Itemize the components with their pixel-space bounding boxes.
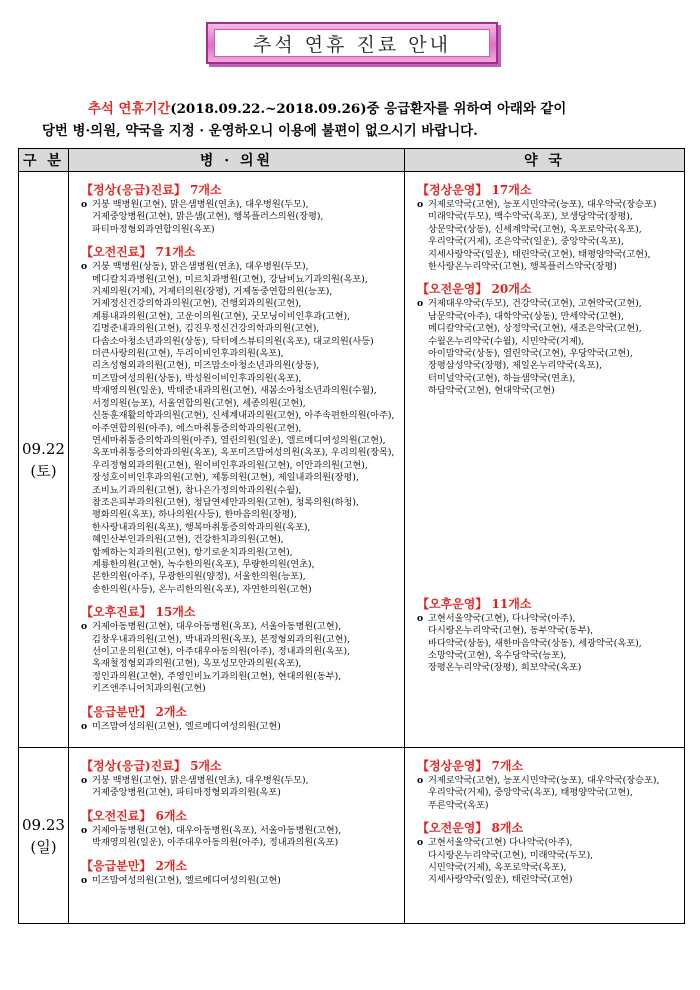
- section-heading: 【정상(응급)진료】 7개소: [81, 183, 222, 197]
- section: [81, 182, 400, 236]
- list-item: o 거붕 백병원(고현), 맑은샘병원(연초), 대우병원(두모),: [92, 775, 309, 787]
- pharmacies-cell: [405, 172, 685, 748]
- page-title: 추석 연휴 진료 안내: [214, 29, 490, 57]
- section: [417, 758, 680, 812]
- list-item: 남문약국(아주), 대학약국(상동), 만세약국(고현),: [428, 310, 624, 322]
- day-label: (일): [30, 837, 57, 856]
- list-item: o 거제로약국(고현), 능포시민약국(능포), 대우약국(장승포): [428, 199, 657, 210]
- section: [417, 820, 680, 887]
- list-item: 박재영의원(일운), 박태준내과의원(고현), 새봄소아청소년과의원(수월),: [92, 385, 377, 397]
- list-item: o 거제대우약국(두모), 건강약국(고현), 고현약국(고현),: [428, 298, 642, 310]
- pharmacies-cell: [405, 748, 685, 924]
- list-item: 조비뇨기과의원(고현), 참나은가정의학과의원(수월),: [92, 484, 302, 496]
- list-item: 소망약국(고현), 옥수당약국(능포),: [428, 649, 567, 661]
- date-label: 09.23: [22, 815, 65, 834]
- list-item: 한사랑내과의원(옥포), 행복마취통증의학과의원(옥포),: [92, 521, 311, 533]
- section-list: [81, 199, 400, 236]
- section-list: [81, 621, 400, 695]
- list-item: 장평온누리약국(장평), 희보약국(옥포): [428, 662, 582, 674]
- section-list: [417, 837, 680, 887]
- list-item: 푸른약국(옥포): [428, 799, 489, 811]
- list-item: 지세사랑약국(일운), 태린약국(고현): [428, 874, 573, 886]
- list-item: 계룡한의원(고현), 녹수한의원(옥포), 무량한의원(연초),: [92, 558, 315, 570]
- list-item: 선이고운의원(고현), 아주대우아동의원(아주), 정내과의원(옥포),: [92, 646, 350, 657]
- section-list: [81, 721, 400, 733]
- section: [81, 604, 400, 695]
- list-item: 한사랑온누리약국(고현), 행복플러스약국(장평): [428, 261, 617, 273]
- list-item: 메디칼치과병원(고현), 미르치과병원(고현), 강남비뇨기과의원(옥포),: [92, 273, 368, 285]
- intro-line-2: 당번 병·의원, 약국을 지정 · 운영하오니 이용에 불편이 없으시기 바랍니다.: [42, 123, 478, 139]
- list-item: 장성호이비인후과의원(고현), 제통의원(고현), 제일내과의원(장평),: [92, 472, 359, 484]
- section-heading: 【응급분만】 2개소: [81, 704, 188, 719]
- section-list: [81, 261, 400, 596]
- section-heading: 【오전진료】 6개소: [81, 808, 188, 823]
- list-item: o 거제로약국(고현), 능포시민약국(능포), 대우약국(장승포),: [428, 775, 660, 787]
- day-label: (토): [30, 461, 57, 480]
- list-item: 장평삼성약국(장평), 제일온누리약국(옥포),: [428, 360, 602, 372]
- list-item: 시민약국(거제), 옥포로약국(옥포),: [428, 862, 567, 874]
- section: [81, 858, 400, 887]
- list-item: 본한의원(아주), 무광한의원(양정), 서울한의원(능포),: [92, 571, 306, 583]
- list-item: 파티마정형외과연합의원(옥포): [92, 223, 215, 235]
- list-item: 미래약국(두모), 백수약국(옥포), 보생당약국(장평),: [428, 211, 633, 223]
- list-item: 혜인산부인과의원(고현), 건강한치과의원(고현),: [92, 534, 284, 546]
- list-item: 거제정신건강의학과의원(고현), 건행외과의원(고현),: [92, 298, 302, 310]
- list-item: 정인과의원(고현), 주영인비뇨기과의원(고현), 현대의원(동부),: [92, 670, 342, 682]
- list-item: 리츠성형외과의원(고현), 미즈맘소아청소년과의원(상동),: [92, 360, 320, 372]
- list-item: 수월온누리약국(수월), 시민약국(거제),: [428, 335, 585, 347]
- header-hospitals: 병 · 의원: [69, 149, 405, 172]
- list-item: 우리정형외과의원(고현), 원이비인후과의원(고현), 이안과의원(고현),: [92, 459, 368, 471]
- list-item: 키즈앤주니어치과의원(고현): [92, 683, 206, 695]
- table-header-row: [19, 149, 685, 172]
- section-heading: 【오전운영】 20개소: [417, 282, 532, 297]
- intro-line-1: [40, 98, 670, 117]
- section: [81, 758, 400, 800]
- section: [417, 281, 680, 397]
- list-item: 함께하는치과의원(고현), 항기로운치과의원(고현),: [92, 546, 293, 558]
- title-banner: [206, 22, 498, 64]
- list-item: 계룡내과의원(고현), 고운이의원(고현), 굿모닝이비인후과(고현),: [92, 310, 350, 322]
- list-item: 다시랑온누리약국(고현), 동부약국(동부),: [428, 625, 594, 637]
- section-list: [417, 775, 680, 812]
- list-item: 하담약국(고현), 현대약국(고현): [428, 385, 555, 397]
- list-item: 박재영의원(일운), 아주대우아동의원(아주), 정내과의원(옥포): [92, 837, 339, 849]
- list-item: 상문약국(상동), 신세계약국(고현), 옥포로약국(옥포),: [428, 223, 642, 235]
- section-list: [417, 613, 680, 675]
- header-pharmacies: 약 국: [405, 149, 685, 172]
- section-heading: 【오후진료】 15개소: [81, 605, 196, 620]
- section-heading: 【오후운영】 11개소: [417, 596, 532, 611]
- section: [81, 244, 400, 596]
- list-item: o 미즈맘여성의원(고현), 엘르메디여성의원(고현): [92, 720, 281, 732]
- section-heading: 【정상운영】 17개소: [417, 183, 532, 197]
- list-item: 연세마취통증의학과의원(아주), 열린의원(일운), 엘르메디여성의원(고현),: [92, 434, 386, 446]
- section-list: [81, 825, 400, 850]
- list-item: 미즈맘여성의원(상동), 박성원이비인후과의원(옥포),: [92, 372, 302, 384]
- list-item: 김명준내과의원(고현), 김진우정신건강의학과의원(고현),: [92, 323, 320, 335]
- section: [417, 182, 680, 273]
- list-item: 서정의원(능포), 서울연합의원(고현), 세종의원(고현),: [92, 397, 306, 409]
- section-list: [81, 775, 400, 800]
- list-item: 아이맘약국(상동), 열린약국(고현), 우당약국(고현),: [428, 348, 633, 360]
- intro-period-label: 추석 연휴기간: [88, 101, 171, 117]
- table-row: [19, 748, 685, 924]
- list-item: 거제중앙병원(고현), 파티마정형외과의원(옥포): [92, 787, 281, 799]
- list-item: 거제의원(거제), 거제터의원(장평), 거제동중연합의원(능포),: [92, 286, 333, 298]
- date-label: 09.22: [22, 439, 65, 458]
- schedule-table: [18, 148, 685, 924]
- list-item: 김창우내과의원(고현), 박내과의원(옥포), 본정형외과의원(고현),: [92, 633, 350, 645]
- list-item: 우리약국(거제), 조은약국(일운), 중앙약국(옥포),: [428, 236, 624, 248]
- list-item: 평화의원(옥포), 하나의원(사등), 한마음의원(장평),: [92, 509, 297, 521]
- list-item: 우리약국(거제), 중앙약국(옥포), 태평양약국(고현),: [428, 787, 633, 799]
- list-item: 아주연합의원(아주), 에스마취통증의학과의원(고현),: [92, 422, 302, 434]
- list-item: o 미즈맘여성의원(고현), 엘르메디여성의원(고현): [92, 874, 281, 886]
- hospitals-cell: [69, 172, 405, 748]
- list-item: o 고현서울약국(고현), 다나약국(아주),: [428, 612, 576, 624]
- section-list: [417, 298, 680, 397]
- intro-period-dates: (2018.09.22.~2018.09.26)중 응급환자를 위하여 아래와 같이: [170, 101, 567, 117]
- list-item: 참조은피부과의원(고현), 청담연세안과의원(고현), 청록의원(하청),: [92, 496, 359, 508]
- list-item: 옥포마취통증의학과의원(옥포), 옥포미즈맘여성의원(옥포), 우리의원(장목),: [92, 447, 395, 459]
- section-heading: 【응급분만】 2개소: [81, 858, 188, 873]
- header-category: 구 분: [19, 149, 69, 172]
- list-item: 다솜소아청소년과의원(상동), 닥터에스뷰티의원(옥포), 대교의원(사등): [92, 335, 374, 347]
- list-item: 터미널약국(고현), 하늘샘약국(연초),: [428, 372, 576, 384]
- section-heading: 【오전진료】 71개소: [81, 245, 196, 260]
- list-item: 메디칼약국(고현), 상정약국(고현), 새조은약국(고현),: [428, 323, 642, 335]
- date-cell: [19, 748, 69, 924]
- section: [417, 596, 680, 675]
- section-heading: 【정상운영】 7개소: [417, 759, 524, 774]
- list-item: 다시랑온누리약국(고현), 미래약국(두모),: [428, 849, 594, 861]
- section-list: [417, 199, 680, 273]
- list-item: 지세사랑약국(일운), 태린약국(고현), 태평양약국(고현),: [428, 248, 651, 260]
- list-item: o 거제아동병원(고현), 대우아동병원(옥포), 서울아동병원(고현),: [92, 621, 342, 633]
- list-item: o 고현서울약국(고현) 다나약국(아주),: [428, 837, 573, 849]
- list-item: 송한의원(사등), 온누리한의원(옥포), 자연한의원(고현): [92, 583, 312, 595]
- section: [81, 808, 400, 850]
- section-list: [81, 875, 400, 887]
- list-item: 옥재철정형외과의원(고현), 옥포성모안과의원(옥포),: [92, 658, 302, 670]
- list-item: 신동훈재활의학과의원(고현), 신세계내과의원(고현), 아주속편한의원(아주),: [92, 410, 395, 422]
- section-heading: 【오전운영】 8개소: [417, 821, 524, 836]
- section-heading: 【정상(응급)진료】 5개소: [81, 759, 222, 774]
- list-item: o 거붕 백병원(상동), 맑은샘병원(연초), 대우병원(두모),: [92, 261, 309, 273]
- list-item: 거제중앙병원(고현), 맑은샘(고현), 행복플러스의원(장평),: [92, 211, 324, 223]
- list-item: o 거붕 백병원(고현), 맑은샘병원(연초), 대우병원(두모),: [92, 199, 309, 210]
- date-cell: [19, 172, 69, 748]
- list-item: 더큰사랑의원(고현), 두리이비인후과의원(옥포),: [92, 348, 284, 360]
- list-item: 바다약국(상동), 새한마음약국(상동), 세광약국(옥포),: [428, 637, 642, 649]
- hospitals-cell: [69, 748, 405, 924]
- list-item: o 거제아동병원(고현), 대우아동병원(옥포), 서울아동병원(고현),: [92, 824, 342, 836]
- table-row: [19, 172, 685, 748]
- section: [81, 704, 400, 733]
